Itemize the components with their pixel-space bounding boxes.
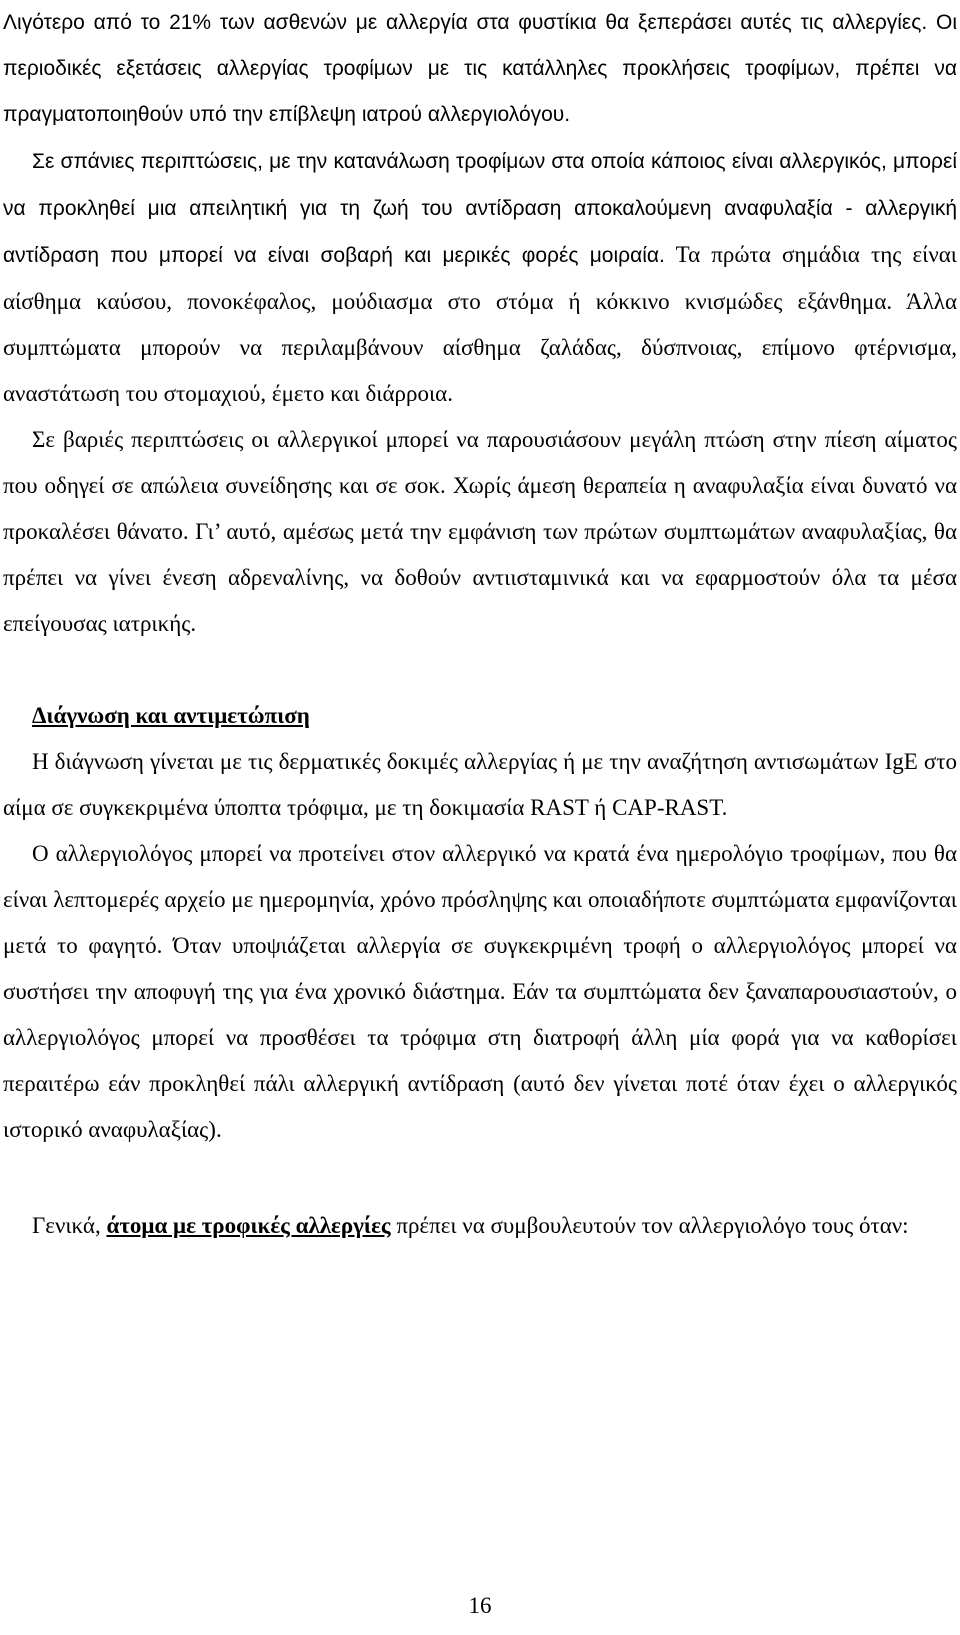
general-advice-emphasis: άτομα με τροφικές αλλεργίες <box>106 1213 391 1238</box>
paragraph-peanut-allergy: Λιγότερο από το 21% των ασθενών με αλλεργία στα φυστίκια θα ξεπεράσει αυτές τις αλλεργίες. Οι περιοδικές εξετάσεις αλλεργίας τροφίμων με τις κατάλληλες προκλήσεις τροφίμων, πρέπει να πραγματοποιηθούν υπό την επίβλεψη ιατρού αλλεργιολόγου. <box>3 11 957 126</box>
general-advice-start: Γενικά, <box>32 1213 107 1238</box>
spacer <box>3 647 957 693</box>
paragraph-general-advice <box>3 1203 957 1249</box>
paragraph-food-diary: Ο αλλεργιολόγος μπορεί να προτείνει στον αλλεργικό να κρατά ένα ημερολόγιο τροφίμων, που θα είναι λεπτομερές αρχείο με ημερομηνία, χρόνο πρόσληψης και οποιαδήποτε συμπτώματα εμφανίζονται μετά το φαγητό. Όταν υποψιάζεται αλλεργία σε συγκεκριμένη τροφή ο αλλεργιολόγος μπορεί να συστήσει την αποφυγή της για ένα χρονικό διάστημα. Εάν τα συμπτώματα δεν ξαναπαρουσιαστούν, ο αλλεργιολόγος μπορεί να προσθέσει τα τρόφιμα στη διατροφή άλλη μία φορά για να καθορίσει περαιτέρω εάν προκληθεί πάλι αλλεργική αντίδραση (αυτό δεν γίνεται ποτέ όταν έχει ο αλλεργικός ιστορικό αναφυλαξίας). <box>3 841 957 1142</box>
anaphylaxis-intro-text: Σε σπάνιες περιπτώσεις, με την κατανάλωση τροφίμων στα οποία κάποιος είναι αλλεργικός, μπορεί να προκληθεί μια απειλητική για τη ζωή του αντίδραση αποκαλούμενη αναφυλαξία - αλλεργική αντίδραση που μπορεί να είναι σοβαρή και μερικές φορές μοιραία. <box>3 150 957 267</box>
document-page <box>3 0 957 1249</box>
page-number: 16 <box>468 1593 492 1618</box>
anaphylaxis-symptoms-text: Τα πρώτα σημάδια της είναι αίσθημα καύσου, πονοκέφαλος, μούδιασμα στο στόμα ή κόκκινο κνισμώδες εξάνθημα. Άλλα συμπτώματα μπορούν να περιλαμβάνουν αίσθημα ζαλάδας, δύσπνοιας, επίμονο φτέρνισμα, αναστάτωση του στομαχιού, έμετο και διάρροια. <box>3 242 957 406</box>
spacer <box>3 1153 957 1203</box>
general-advice-end: πρέπει να συμβουλευτούν τον αλλεργιολόγο τους όταν: <box>390 1213 909 1238</box>
paragraph-severe-cases: Σε βαριές περιπτώσεις οι αλλεργικοί μπορεί να παρουσιάσουν μεγάλη πτώση στην πίεση αίματος που οδηγεί σε απώλεια συνείδησης και σε σοκ. Χωρίς άμεση θεραπεία η αναφυλαξία είναι δυνατό να προκαλέσει θάνατο. Γι’ αυτό, αμέσως μετά την εμφάνιση των πρώτων συμπτωμάτων αναφυλαξίας, θα πρέπει να γίνει ένεση αδρεναλίνης, να δοθούν αντιισταμινικά και να εφαρμοστούν όλα τα μέσα επείγουσας ιατρικής. <box>3 427 957 636</box>
paragraph-anaphylaxis <box>3 138 957 417</box>
section-heading: Διάγνωση και αντιμετώπιση <box>32 703 310 728</box>
paragraph-diagnosis: Η διάγνωση γίνεται με τις δερματικές δοκιμές αλλεργίας ή με την αναζήτηση αντισωμάτων IgE στο αίμα σε συγκεκριμένα ύποπτα τρόφιμα, με τη δοκιμασία RAST ή CAP-RAST. <box>3 749 957 820</box>
